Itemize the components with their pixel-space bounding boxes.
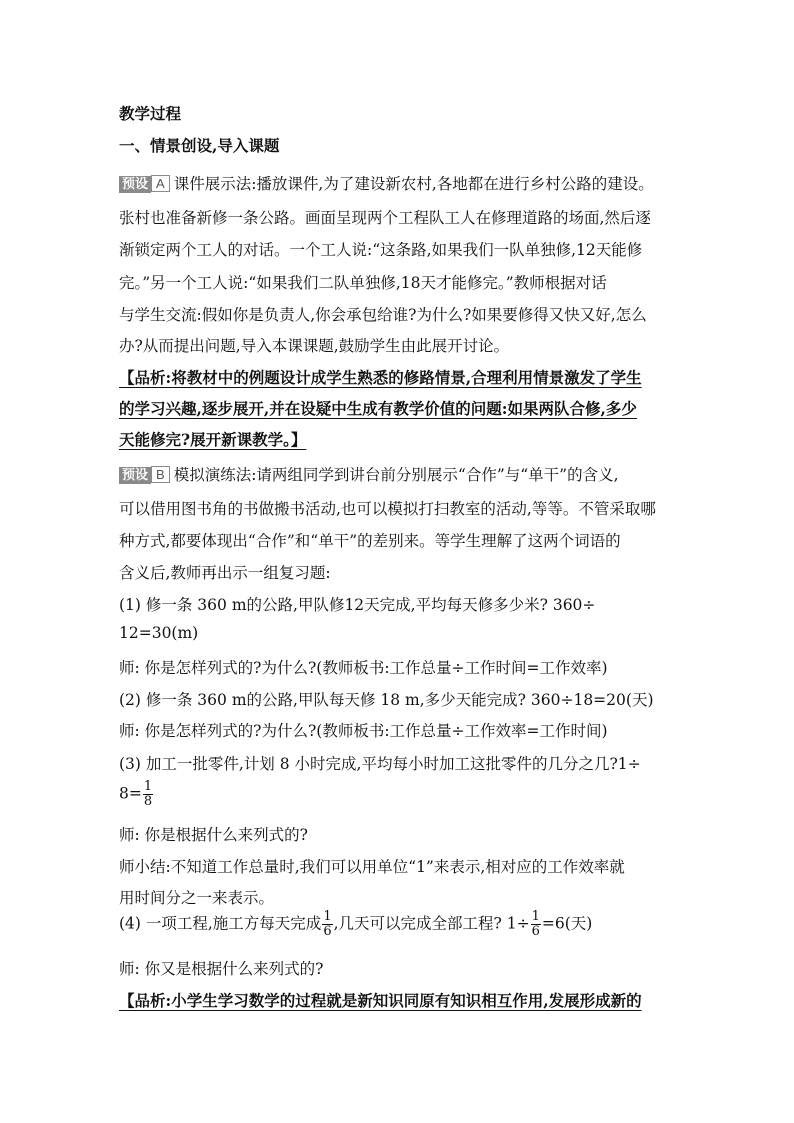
doc-title: 教学过程 xyxy=(119,104,182,123)
teacher-line-2: 师: 你是怎样列式的?为什么?(教师板书:工作总量÷工作效率=工作时间) xyxy=(119,722,608,740)
question-3-line-1: (3) 加工一批零件,计划 8 小时完成,平均每小时加工这批零件的几分之几?1÷ xyxy=(119,755,641,773)
preset-b-line-3: 种方式,都要体现出“合作”和“单干”的差别来。等学生理解了这两个词语的 xyxy=(119,532,621,550)
preset-a-line-2: 张村也准备新修一条公路。画面呈现两个工程队工人在修理道路的场面,然后逐 xyxy=(119,209,651,227)
preset-b-line-1: 预设 B 模拟演练法:请两组同学到讲台前分别展示“合作”与“单干”的含义, xyxy=(119,463,619,485)
fraction-one-sixth: $\frac{1}{6}$ xyxy=(323,909,332,939)
analysis-2-line-1: 【品析:小学生学习数学的过程就是新知识同原有知识相互作用,发展形成新的 xyxy=(119,991,642,1010)
fraction-one-sixth-answer: $\frac{1}{6}$ xyxy=(531,909,540,939)
preset-a-line-3: 渐锁定两个工人的对话。一个工人说:“这条路,如果我们一队单独修,12天能修 xyxy=(119,241,643,259)
analysis-1-line-3: 天能修完?展开新课教学。】 xyxy=(119,430,307,449)
teacher-line-3: 师: 你是根据什么来列式的? xyxy=(119,826,308,844)
fraction-one-eighth: $\frac{1}{8}$ xyxy=(143,779,153,809)
question-3-line-2: 8= $\frac{1}{8}$ xyxy=(119,779,153,809)
analysis-1-line-2: 的学习兴趣,逐步展开,并在设疑中生成有教学价值的问题:如果两队合修,多少 xyxy=(119,399,637,418)
preset-b-badge: 预设 B xyxy=(119,466,170,483)
preset-a-line-6: 办?从而提出问题,导入本课课题,鼓励学生由此展开讨论。 xyxy=(119,337,510,355)
question-2: (2) 修一条 360 m的公路,甲队每天修 18 m,多少天能完成? 360÷18=20(天) xyxy=(119,691,654,709)
teacher-line-1: 师: 你是怎样列式的?为什么?(教师板书:工作总量÷工作时间=工作效率) xyxy=(119,659,608,677)
question-1-line-1: (1) 修一条 360 m的公路,甲队修12天完成,平均每天修多少米? 360÷ xyxy=(119,596,596,614)
question-1-line-2: 12=30(m) xyxy=(119,624,199,642)
section-heading: 一、情景创设,导入课题 xyxy=(119,136,280,155)
summary-line-2: 用时间分之一来表示。 xyxy=(119,889,275,907)
preset-a-line-5: 与学生交流:假如你是负责人,你会承包给谁?为什么?如果要修得又快又好,怎么 xyxy=(119,306,647,324)
preset-a-badge: 预设 A xyxy=(119,175,170,192)
summary-line-1: 师小结:不知道工作总量时,我们可以用单位“1”来表示,相对应的工作效率就 xyxy=(119,858,625,876)
preset-a-line-4: 完。”另一个工人说:“如果我们二队单独修,18天才能修完。”教师根据对话 xyxy=(119,274,607,292)
analysis-1-line-1: 【品析:将教材中的例题设计成学生熟悉的修路情景,合理利用情景激发了学生 xyxy=(119,368,642,387)
preset-a-line-1: 预设 A 课件展示法:播放课件,为了建设新农村,各地都在进行乡村公路的建设。 xyxy=(119,172,654,194)
question-4: (4) 一项工程,施工方每天完成 $\frac{1}{6}$ ,几天可以完成全部工程? 1÷ $\frac{1}{6}$ =6(天) xyxy=(119,909,593,939)
preset-b-line-4: 含义后,教师再出示一组复习题: xyxy=(119,564,331,582)
teacher-line-4: 师: 你又是根据什么来列式的? xyxy=(119,960,324,978)
preset-b-line-2: 可以借用图书角的书做搬书活动,也可以模拟打扫教室的活动,等等。不管采取哪 xyxy=(119,500,656,518)
